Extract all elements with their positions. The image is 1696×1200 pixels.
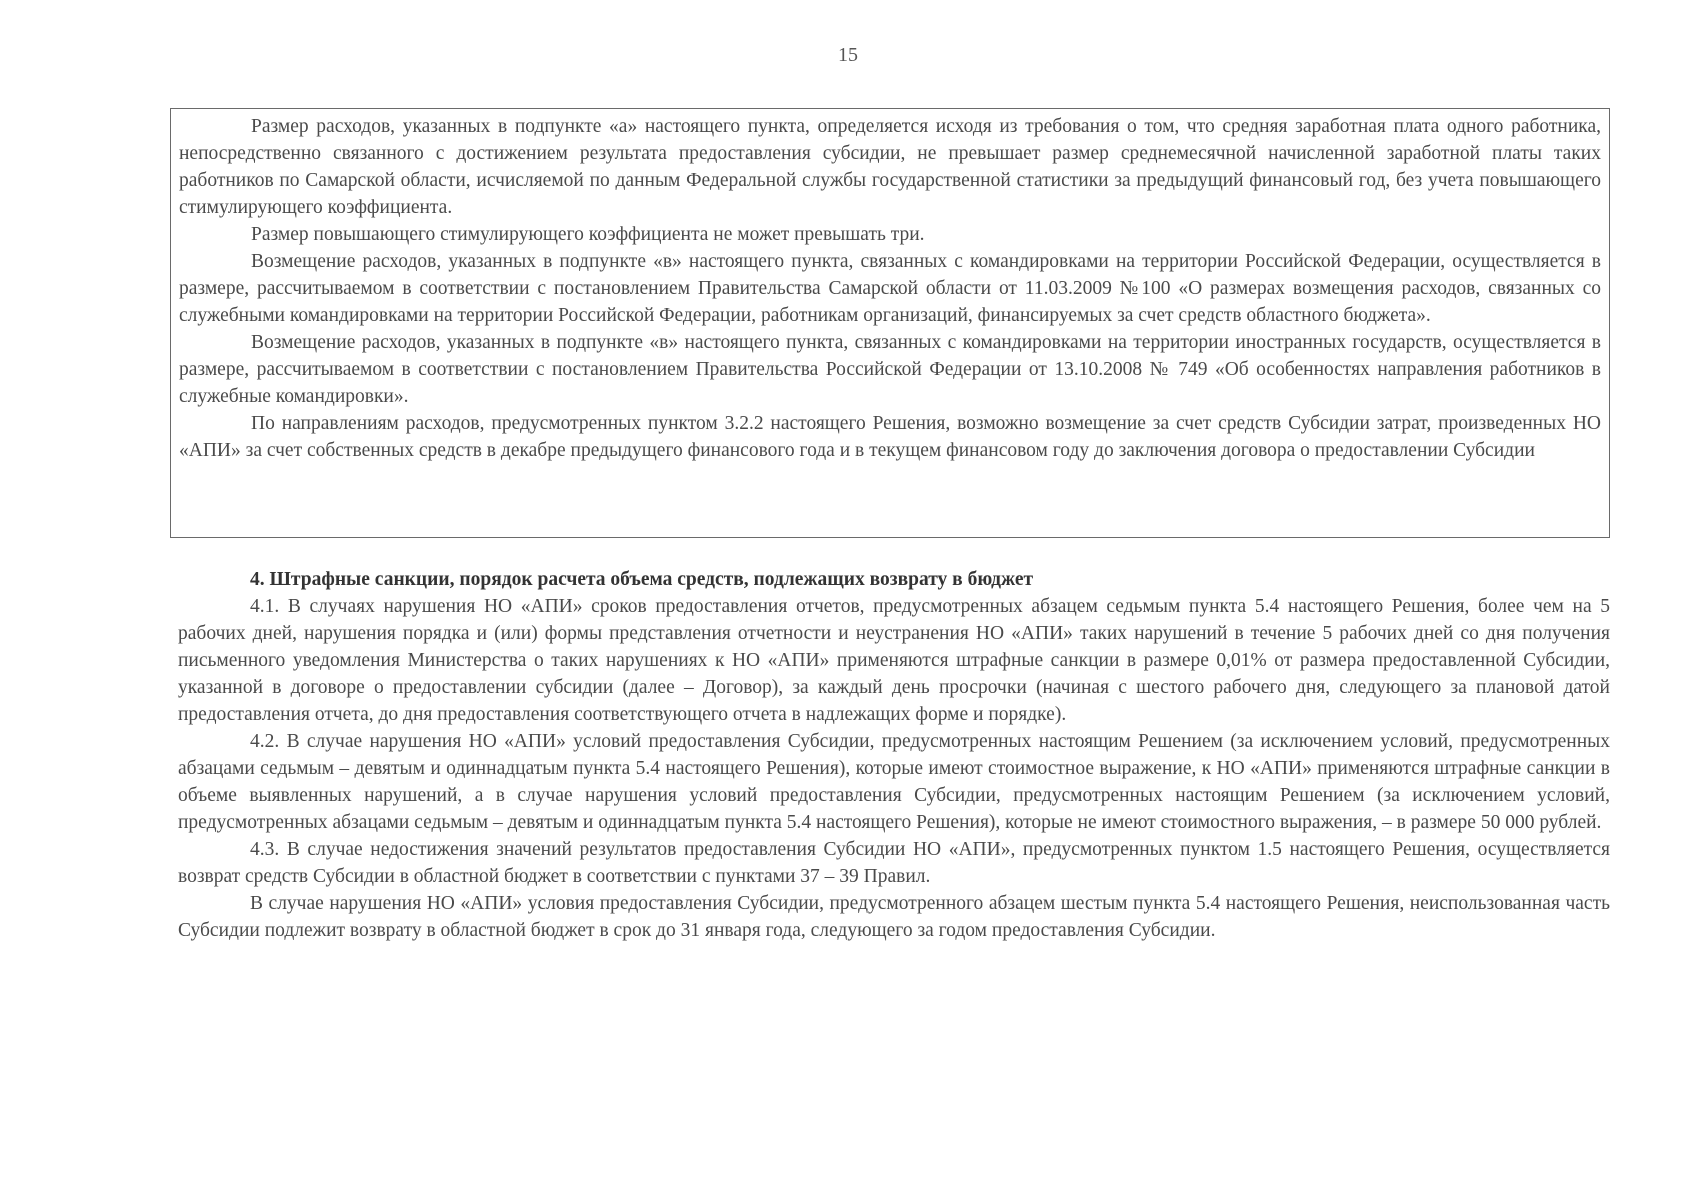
- paragraph-4-2: 4.2. В случае нарушения НО «АПИ» условий предоставления Субсидии, предусмотренных настоящим Решением (за исключением условий, предусмотренных абзацами седьмым – девятым и одиннадцатым пункта 5.4 настоящего Решения), которые имеют стоимостное выражение, к НО «АПИ» применяются штрафные санкции в объеме выявленных нарушений, а в случае нарушения условий предоставления Субсидии, предусмотренных настоящим Решением (за исключением условий, предусмотренных абзацами седьмым – девятым и одиннадцатым пункта 5.4 настоящего Решения), которые не имеют стоимостного выражения, – в размере 50 000 рублей.: [178, 731, 1610, 833]
- page-number: 15: [838, 44, 858, 66]
- paragraph-foreign-travel: Возмещение расходов, указанных в подпункте «в» настоящего пункта, связанных с командировками на территории иностранных государств, осуществляется в размере, рассчитываемом в соответствии с постановлением Правительства Российской Федерации от 13.10.2008 № 749 «Об особенностях направления работников в служебные командировки».: [179, 332, 1601, 407]
- paragraph-4-1: 4.1. В случаях нарушения НО «АПИ» сроков предоставления отчетов, предусмотренных абзацем седьмым пункта 5.4 настоящего Решения, более чем на 5 рабочих дней, нарушения порядка и (или) формы представления отчетности и неустранения НО «АПИ» таких нарушений в течение 5 рабочих дней со дня получения письменного уведомления Министерства о таких нарушениях к НО «АПИ» применяются штрафные санкции в размере 0,01% от размера предоставленной Субсидии, указанной в договоре о предоставлении субсидии (далее – Договор), за каждый день просрочки (начиная с шестого рабочего дня, следующего за плановой датой предоставления отчета, до дня предоставления соответствующего отчета в надлежащих форме и порядке).: [178, 596, 1610, 725]
- boxed-text-block: [170, 108, 1610, 538]
- section-penalties: [178, 566, 1610, 944]
- section-heading: 4. Штрафные санкции, порядок расчета объема средств, подлежащих возврату в бюджет: [250, 569, 1034, 590]
- paragraph-cost-reimbursement: По направлениям расходов, предусмотренных пунктом 3.2.2 настоящего Решения, возможно возмещение за счет средств Субсидии затрат, произведенных НО «АПИ» за счет собственных средств в декабре предыдущего финансового года и в текущем финансовом году до заключения договора о предоставлении Субсидии: [179, 413, 1601, 461]
- paragraph-domestic-travel: Возмещение расходов, указанных в подпункте «в» настоящего пункта, связанных с командировками на территории Российской Федерации, осуществляется в размере, рассчитываемом в соответствии с постановлением Правительства Самарской области от 11.03.2009 №100 «О размерах возмещения расходов, связанных со служебными командировками на территории Российской Федерации, работникам организаций, финансируемых за счет средств областного бюджета».: [179, 251, 1601, 326]
- paragraph-salary-limit: Размер расходов, указанных в подпункте «а» настоящего пункта, определяется исходя из требования о том, что средняя заработная плата одного работника, непосредственно связанного с достижением результата предоставления субсидии, не превышает размер среднемесячной начисленной заработной платы таких работников по Самарской области, исчисляемой по данным Федеральной службы государственной статистики за предыдущий финансовый год, без учета повышающего стимулирующего коэффициента.: [179, 116, 1601, 218]
- paragraph-coefficient-limit: Размер повышающего стимулирующего коэффициента не может превышать три.: [251, 224, 925, 245]
- paragraph-refund: В случае нарушения НО «АПИ» условия предоставления Субсидии, предусмотренного абзацем шестым пункта 5.4 настоящего Решения, неиспользованная часть Субсидии подлежит возврату в областной бюджет в срок до 31 января года, следующего за годом предоставления Субсидии.: [178, 893, 1610, 941]
- paragraph-4-3: 4.3. В случае недостижения значений результатов предоставления Субсидии НО «АПИ», предусмотренных пунктом 1.5 настоящего Решения, осуществляется возврат средств Субсидии в областной бюджет в соответствии с пунктами 37 – 39 Правил.: [178, 839, 1610, 887]
